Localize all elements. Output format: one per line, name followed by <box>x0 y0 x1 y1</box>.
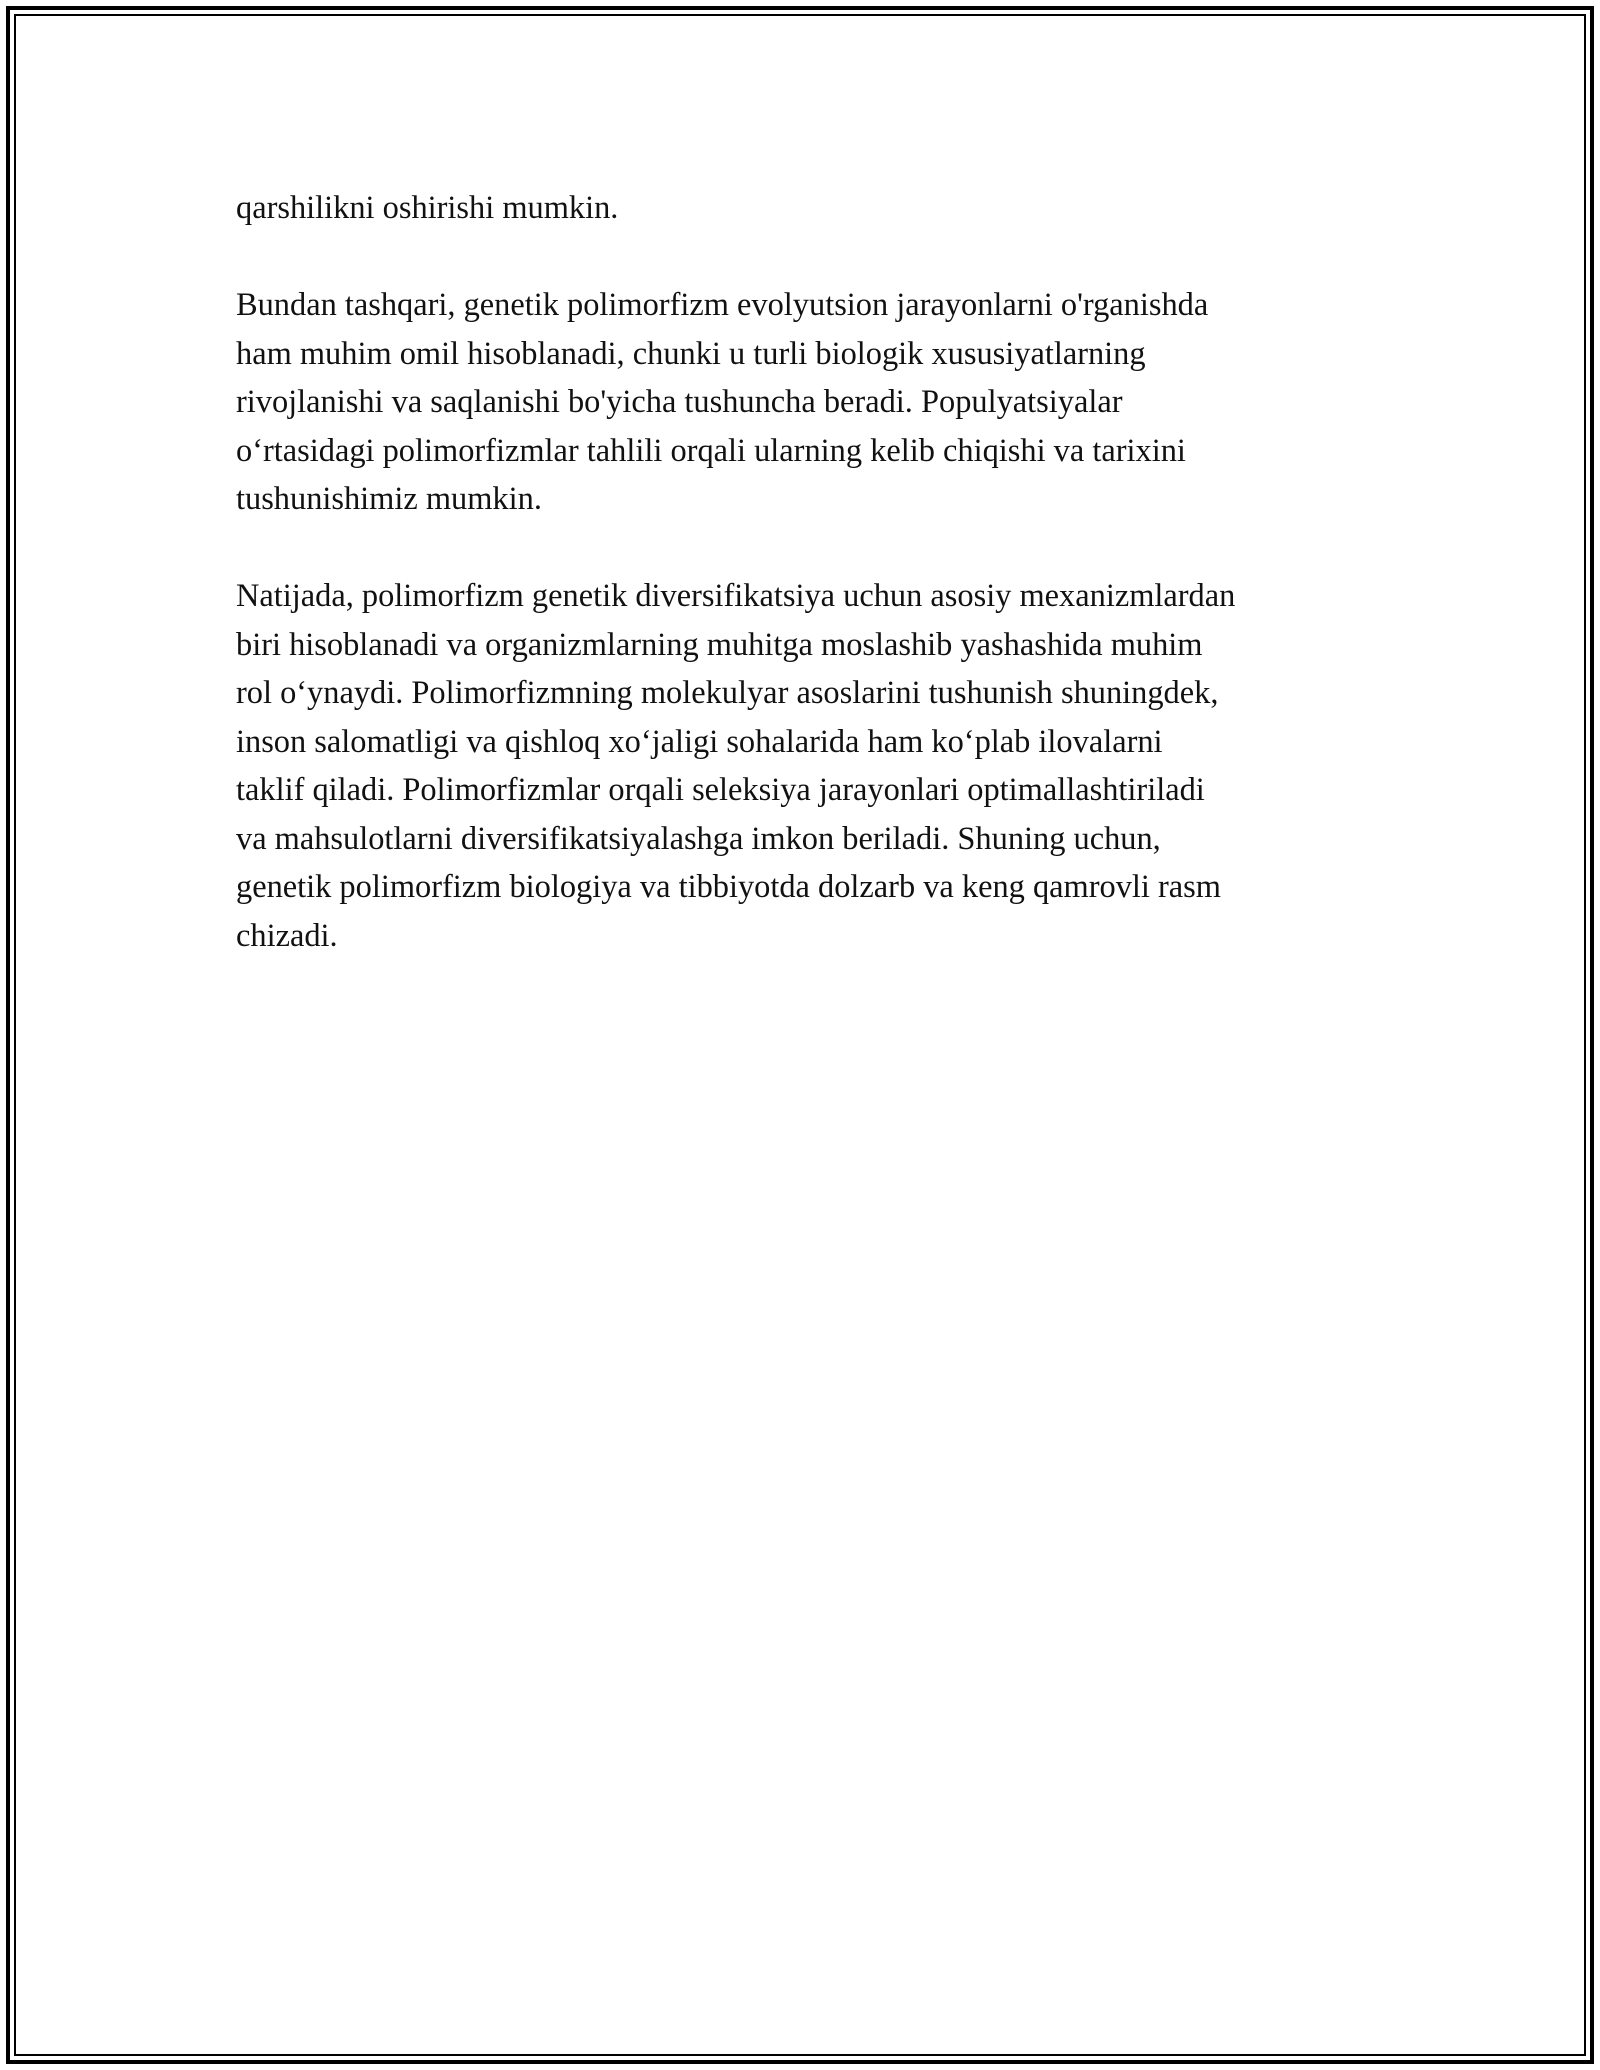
paragraph: qarshilikni oshirishi mumkin. <box>236 190 619 226</box>
paragraph: Natijada, polimorfizm genetik diversifikatsiya uchun asosiy mexanizmlardan biri hisoblanadi va organizmlarning muhitga moslashib yashashida muhim rol o‘ynaydi. Polimorfizmning molekulyar asoslarini tushunish shuningdek, inson salomatligi va qishloq xo‘jaligi sohalarida ham ko‘plab ilovalarni taklif qiladi. Polimorfizmlar orqali seleksiya jarayonlari optimallashtiriladi va mahsulotlarni diversifikatsiyalashga imkon beriladi. Shuning uchun, genetik polimorfizm biologiya va tibbiyotda dolzarb va keng qamrovli rasm chizadi. <box>236 578 1236 954</box>
paragraph: Bundan tashqari, genetik polimorfizm evolyutsion jarayonlarni o'rganishda ham muhim omil hisoblanadi, chunki u turli biologik xususiyatlarning rivojlanishi va saqlanishi bo'yicha tushuncha beradi. Populyatsiyalar o‘rtasidagi polimorfizmlar tahlili orqali ularning kelib chiqishi va tarixini tushunishimiz mumkin. <box>236 287 1209 517</box>
document-body <box>236 184 1376 1009</box>
